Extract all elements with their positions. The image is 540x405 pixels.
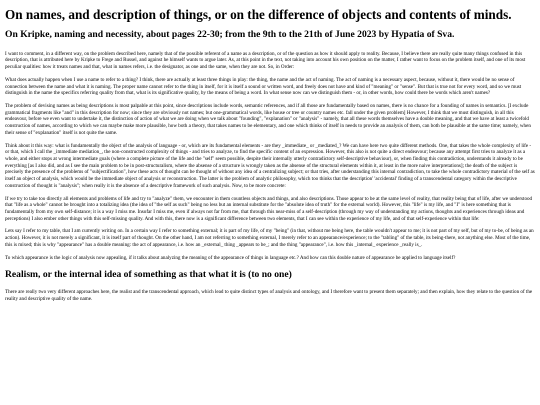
paragraph: What does actually happen when I use a name to refer to a thing? I think, there are actually at least three things in play: the thing, the name and the act of naming. The act of naming is a necessary aspect, because, without it, there would be no sense of connection between the name and what it is naming. The proper name cannot refer to the thing in itself, for it is itself a sound or written word, and freely does not have and kind of "meaning" or "sense". But that is true not for every word, and so we must distinguish in the name the specifics referring quality from that, what is its significative quality, by the means of being a word. In what sense now can we distinguish them - or, in other words, how could there be words which aren't names? [5, 76, 522, 97]
paragraph: Lets say I refer to my table, that I am currently writing on. In a certain way I refer to something external; it is part of my life, of my "being" (in that, without me being here, the table wouldn't appear to me; it is not part of my self, but of my to-be, of being as an action). However, it is not merely a significant, it is itself part of thought. On the other hand, I am not referring to something external, I merely refer to an appearance/experience; to the "tabling" of the table, its being-there, not anything else. Most of the time, this is mixed; this is why "appearance" has a double meaning: the act of appearance, i.e. how an _external_ thing _appears to be_; and the thing "appearance", i.e. how this _internal_ experience _really is_. [5, 228, 534, 248]
paragraph: If we try to take too directly all elements and problems of life and try to "analyze" them, we encounter in them countless objects and things, and also descriptions. Those appear to be at the same level of reality, that reality being that of life, after we understood that "life as a whole" cannot be brought into a totalizing idea (the idea of "the self as such" being no less but an internal substitute for the "absolute idea of truth" for the external world). However, this "life" is my life, and "I" is here something that is fundamentally from my own self-distance; it is a way I miss me. Insofar I miss me, even if always not far from me, that through this near-miss of a self-description (through my way of understanding my actions, thoughts and experiences through ideas and perceptions) I also ember other things with this self-missing quality. And with this, there now is a significant difference between two elements, that I can see within the experience of my life, and of that self-experience within that life: [5, 195, 533, 222]
paragraph: There are really two very different approaches here, the realist and the transcendental approach, which lead to quite distinct types of analysis and ontology, and I therefore want to present them separately; and then explain, how they relate to the question of the reality and descriptive quality of the name. [5, 288, 533, 302]
paragraph: To which appearance is the logic of analysis now appealing, if it talks about analyzing the meaning of the appearance of things in language etc.? And how can this double nature of appearance be applied to language itself? [5, 254, 456, 261]
page-title: On names, and description of things, or on the difference of objects and contents of minds. [5, 7, 512, 22]
paragraph: The problem of devising names as being descriptions is most palpable at this point, since descriptions include words, semantic references, and if all those are fundamentally based on names, there is no chance for a founding of names in semantics. [I exclude grammatical fragments like "and" in this description for now; since they are obviously not names; but one-grammatical words, like house or tree or country names etc. fall under the given problem] However, I think that we must distinguish, in all this endeavour, before we even want to undertake it, the distinction of action of what we are doing when we talk about "founding", "explanation" or "analysis" - namely, that all these words themselves have a double meaning, and that we have at least a twicefold construction of names, according to which we can maybe make more plausible, how both a theory, that takes names to be elementary, and one which thinks of itself in needs to provide an analysis of them, can both be plausible at the same time; namely, when their sense of "explanation" itself is not quite the same. [5, 102, 531, 136]
page-subtitle: On Kripke, naming and necessity, about pages 22-30; from the 9th to the 21th of June 2023 by Hypatia of Sva. [5, 29, 455, 41]
paragraph: Think about it this way: what is fundamentally the object of the analysis of language - or, which are its fundamental elements - are they _immediate_ or _mediated_? We can have here two quite different methods. One, that takes the whole complexity of life - or that, which I call the _immediate mediation_, the non-constructed complexity of things - and tries to analyze, to find the specific content of an expression. However, this also is not quite a direct endeavour; because any attempt first tries to analyze it as a whole, and either stops at wrong intermediate goals (where a complete picture of the life and the "self" seem possible, despite their internally utterly contradictory self-descriptive behaviour), or, when finding this contradiction, understands it already to be everything [as I also did, and as I see the main problem to be in post-structuralism, where the absense of a structure is wrongly taken as the absense of the structural elements within it, at least in the more naive interpretations]; the death of the subject is precisely the presence of the problems of "subjectification", how these acts of thought can be thought of without any idea of a centralizing subject; or that tries, after understanding this internal contradiction, to take the whole contradictory material of the self as itself an object of analysis, which would be the immediate object of analysis or reconstruction. The latter is the problem of analytic philosophy, which too thinks that the description' 'accidental' finding of a transcendental category within the descriptive construction of thought is "analysis"; when really it is the absence of a descriptive framework of such analysis. Now, to be more concrete: [5, 142, 535, 189]
section-heading: Realism, or the internal idea of something as that what it is (to no one) [5, 269, 292, 281]
paragraph: I want to comment, in a different way, on the problem described here, namely that of the possible referent of a name as a description, or of the question as how it should apply to reality. Because, I believe there are really quite many things confused in this description, that is attributed here by Kripke to Frege and Russel, and against he himself wants to argue later. As, at this point in the text, not taking into account his own position on the matter, I rather want to focus on the problem itself, and one of its most peculiar qualities: how it treats names and that, what in names refers, i.e. the designator, as one and the same, when they are not. So, in Order: [5, 50, 526, 71]
